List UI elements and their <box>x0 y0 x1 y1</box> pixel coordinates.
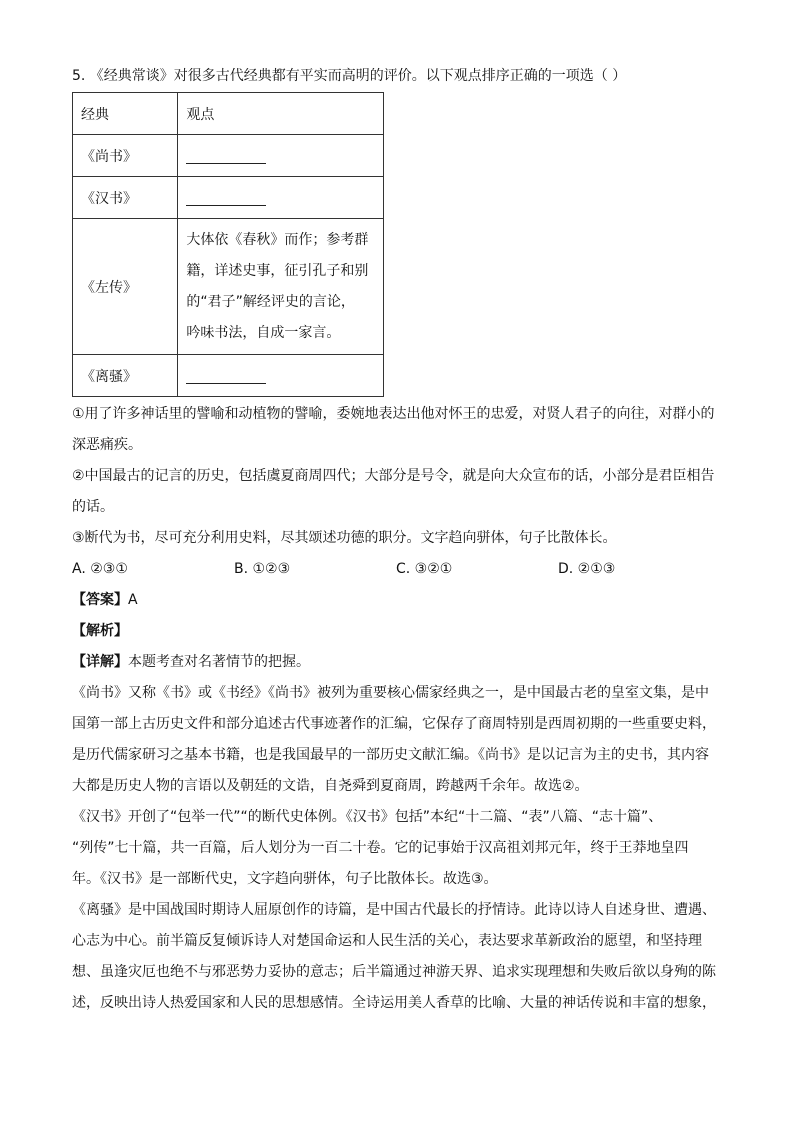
table-row <box>73 177 384 219</box>
table-header-view: 观点 <box>178 93 384 135</box>
lisao-line: 心志为中心。前半篇反复倾诉诗人对楚国命运和人民生活的关心，表达要求革新政治的愿望，和坚持理 <box>72 933 702 949</box>
hanshu-line: “列传”七十篇，共一百篇，后人划分为一百二十卷。它的记事始于汉高祖刘邦元年，终于王莽地皇四 <box>72 840 689 856</box>
answer-blank <box>186 189 266 206</box>
table-row <box>73 355 384 397</box>
question-stem: 5. 《经典常谈》对很多古代经典都有平实而高明的评价。以下观点排序正确的一项选（ ） <box>72 68 627 84</box>
detail-text: 本题考查对名著情节的把握。 <box>128 654 310 670</box>
shangshu-line: 国第一部上古历史文件和部分追述古代事迹著作的汇编，它保存了商周特别是西周初期的一些重要史料， <box>72 716 716 732</box>
shangshu-line: 《尚书》又称《书》或《书经》《尚书》被列为重要核心儒家经典之一，是中国最古老的皇室文集，是中 <box>72 685 709 701</box>
hanshu-line: 年。《汉书》是一部断代史，文字趋向骈体，句子比散体长。故选③。 <box>72 871 498 887</box>
shangshu-line: 大都是历史人物的言语以及朝廷的文诰，自尧舜到夏商周，跨越两千余年。故选②。 <box>72 778 589 794</box>
table-cell-book: 《汉书》 <box>73 177 178 219</box>
classics-table <box>72 92 384 397</box>
detail-tag: 【详解】 <box>72 654 128 670</box>
hanshu-line: 《汉书》开创了“包举一代”“的断代史体例。《汉书》包括”本纪“十二篇、“表”八篇、“志十篇”、 <box>72 809 663 825</box>
lisao-line: 想、虽逢灾厄也绝不与邪恶势力妥协的意志；后半篇通过神游天界、追求实现理想和失败后欲以身殉的陈 <box>72 964 716 980</box>
item-3-line: ③断代为书，尽可充分利用史料，尽其颂述功德的职分。文字趋向骈体，句子比散体长。 <box>72 530 617 546</box>
view-line: 籍，详述史事，征引孔子和别 <box>186 262 369 279</box>
item-1-line: ①用了许多神话里的譬喻和动植物的譬喻，委婉地表达出他对怀王的忠爱，对贤人君子的向往，对群小的 <box>72 406 715 422</box>
lisao-line: 《离骚》是中国战国时期诗人屈原创作的诗篇，是中国古代最长的抒情诗。此诗以诗人自述身世、遭遇、 <box>72 902 716 918</box>
table-cell-view <box>178 219 384 355</box>
table-cell-book: 《尚书》 <box>73 135 178 177</box>
answer-tag: 【答案】 <box>72 592 128 608</box>
table-row <box>73 219 384 355</box>
answer-blank <box>186 147 266 164</box>
answer-line <box>72 585 722 616</box>
shangshu-line: 是历代儒家研习之基本书籍，也是我国最早的一部历史文献汇编。《尚书》是以记言为主的史书，其内容 <box>72 747 709 763</box>
option-a[interactable]: A. ②③① <box>72 561 128 577</box>
table-cell-book: 《左传》 <box>73 219 178 355</box>
table-cell-view <box>178 177 384 219</box>
view-line: 吟味书法，自成一家言。 <box>186 324 341 341</box>
table-header-book: 经典 <box>73 93 178 135</box>
answer-blank <box>186 367 266 384</box>
item-2-line: ②中国最古的记言的历史，包括虞夏商周四代；大部分是号令，就是向大众宣布的话，小部分是君臣相告 <box>72 468 715 484</box>
analysis-tag: 【解析】 <box>72 623 128 639</box>
table-row <box>73 135 384 177</box>
view-line: 的“君子”解经评史的言论， <box>186 293 355 310</box>
lisao-line: 述，反映出诗人热爱国家和人民的思想感情。全诗运用美人香草的比喻、大量的神话传说和丰富的想象， <box>72 995 716 1011</box>
table-cell-view <box>178 355 384 397</box>
answer-options <box>72 554 722 585</box>
table-cell-view <box>178 135 384 177</box>
table-header-row <box>73 93 384 135</box>
option-d[interactable]: D. ②①③ <box>558 561 616 577</box>
table-cell-book: 《离骚》 <box>73 355 178 397</box>
option-b[interactable]: B. ①②③ <box>234 561 291 577</box>
item-2-line: 的话。 <box>72 499 114 515</box>
answer-value: A <box>128 592 138 608</box>
option-c[interactable]: C. ③②① <box>396 561 453 577</box>
item-1-line: 深恶痛疾。 <box>72 437 142 453</box>
document-page <box>72 62 722 1019</box>
analysis-heading <box>72 616 722 647</box>
detail-line <box>72 647 722 678</box>
view-line: 大体依《春秋》而作；参考群 <box>186 231 369 248</box>
